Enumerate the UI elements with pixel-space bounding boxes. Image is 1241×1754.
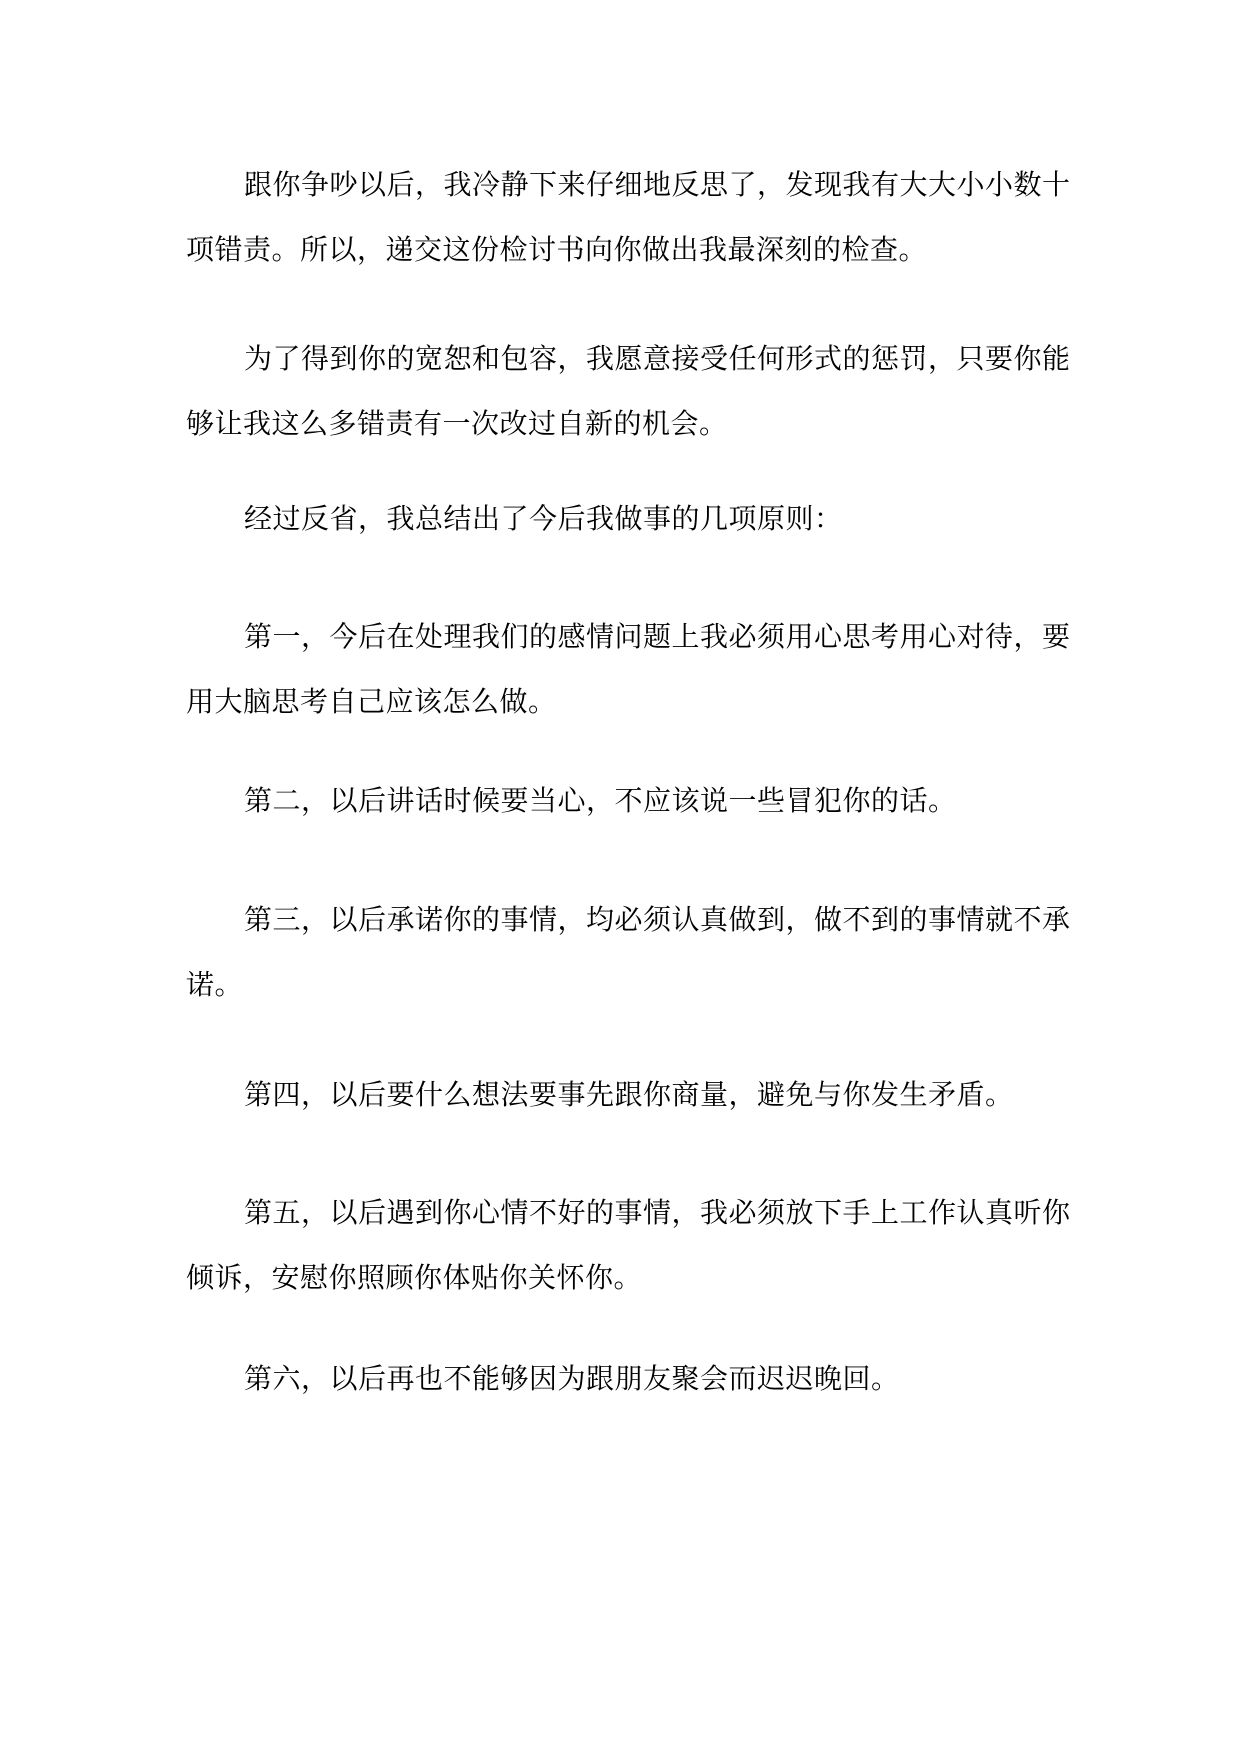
paragraph-principle-4: 第四，以后要什么想法要事先跟你商量，避免与你发生矛盾。 xyxy=(244,1078,1014,1111)
paragraph-principles-heading: 经过反省，我总结出了今后我做事的几项原则： xyxy=(244,502,843,535)
paragraph-principle-1: 第一，今后在处理我们的感情问题上我必须用心思考用心对待，要用大脑思考自己应该怎么做。 xyxy=(186,620,1071,718)
paragraph-forgiveness: 为了得到你的宽恕和包容，我愿意接受任何形式的惩罚，只要你能够让我这么多错责有一次改过自新的机会。 xyxy=(186,342,1071,440)
paragraph-principle-3: 第三，以后承诺你的事情，均必须认真做到，做不到的事情就不承诺。 xyxy=(186,903,1071,1001)
paragraph-principle-2: 第二，以后讲话时候要当心，不应该说一些冒犯你的话。 xyxy=(244,784,957,817)
paragraph-intro: 跟你争吵以后，我冷静下来仔细地反思了，发现我有大大小小数十项错责。所以，递交这份检讨书向你做出我最深刻的检查。 xyxy=(186,168,1071,266)
paragraph-principle-5: 第五，以后遇到你心情不好的事情，我必须放下手上工作认真听你倾诉，安慰你照顾你体贴你关怀你。 xyxy=(186,1196,1071,1294)
paragraph-principle-6: 第六，以后再也不能够因为跟朋友聚会而迟迟晚回。 xyxy=(244,1362,900,1395)
